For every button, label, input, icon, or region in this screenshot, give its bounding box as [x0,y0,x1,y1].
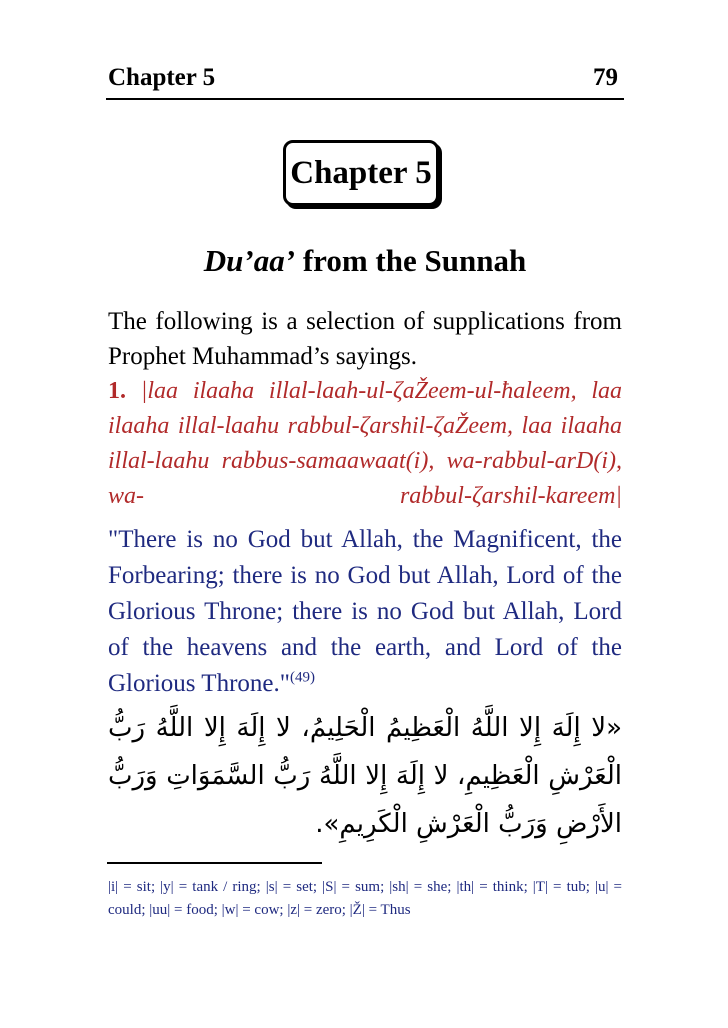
footnote-rule [107,862,322,864]
dua-transliteration-block [108,374,622,514]
section-title-italic: Du’aa’ [203,243,296,278]
section-title [106,243,624,279]
header-chapter-label: Chapter 5 [108,64,216,91]
dua-transliteration: |laa ilaaha illal-laah-ul-ζaŽeem-ul-ħaleem, laa ilaaha illal-laahu rabbul-ζarshil-ζaŽeem, laa ilaaha illal-laahu rabbus-samaawaat(i), wa-rabbul-arD(i), wa- rabbul-ζarshil-kareem| [108,378,622,509]
chapter-title: Chapter 5 [290,155,432,191]
intro-paragraph: The following is a selection of supplications from Prophet Muhammad’s sayings. [108,308,622,370]
footnote-reference: (49) [289,669,315,686]
running-header [106,64,624,104]
dua-number: 1. [108,378,126,404]
header-page-number: 79 [593,64,618,91]
dua-translation-block [108,522,622,702]
footnote-text: |i| = sit; |y| = tank / ring; |s| = set; |S| = sum; |sh| = she; |th| = think; |T| = tub; |u| = could; |uu| = food; |w| = cow; |z| = zero; |Ž| = Thus [108,879,622,918]
section-title-rest: from the Sunnah [302,243,527,278]
dua-translation: "There is no God but Allah, the Magnificent, the Forbearing; there is no God but Allah, Lord of the Glorious Throne; there is no God but Allah, Lord of the heavens and the earth, and Lord of the Glorious Throne." [108,526,622,697]
dua-arabic-text: «لا إِلَهَ إِلا اللَّهُ الْعَظِيمُ الْحَلِيمُ، لا إِلَهَ إِلا اللَّهُ رَبُّ الْعَرْشِ الْعَظِيمِ، لا إِلَهَ إِلا اللَّهُ رَبُّ السَّمَوَاتِ وَرَبُّ الأَرْضِ وَرَبُّ الْعَرْشِ الْكَرِيمِ». [108,713,622,839]
chapter-title-box [283,140,439,206]
header-rule [106,98,624,100]
